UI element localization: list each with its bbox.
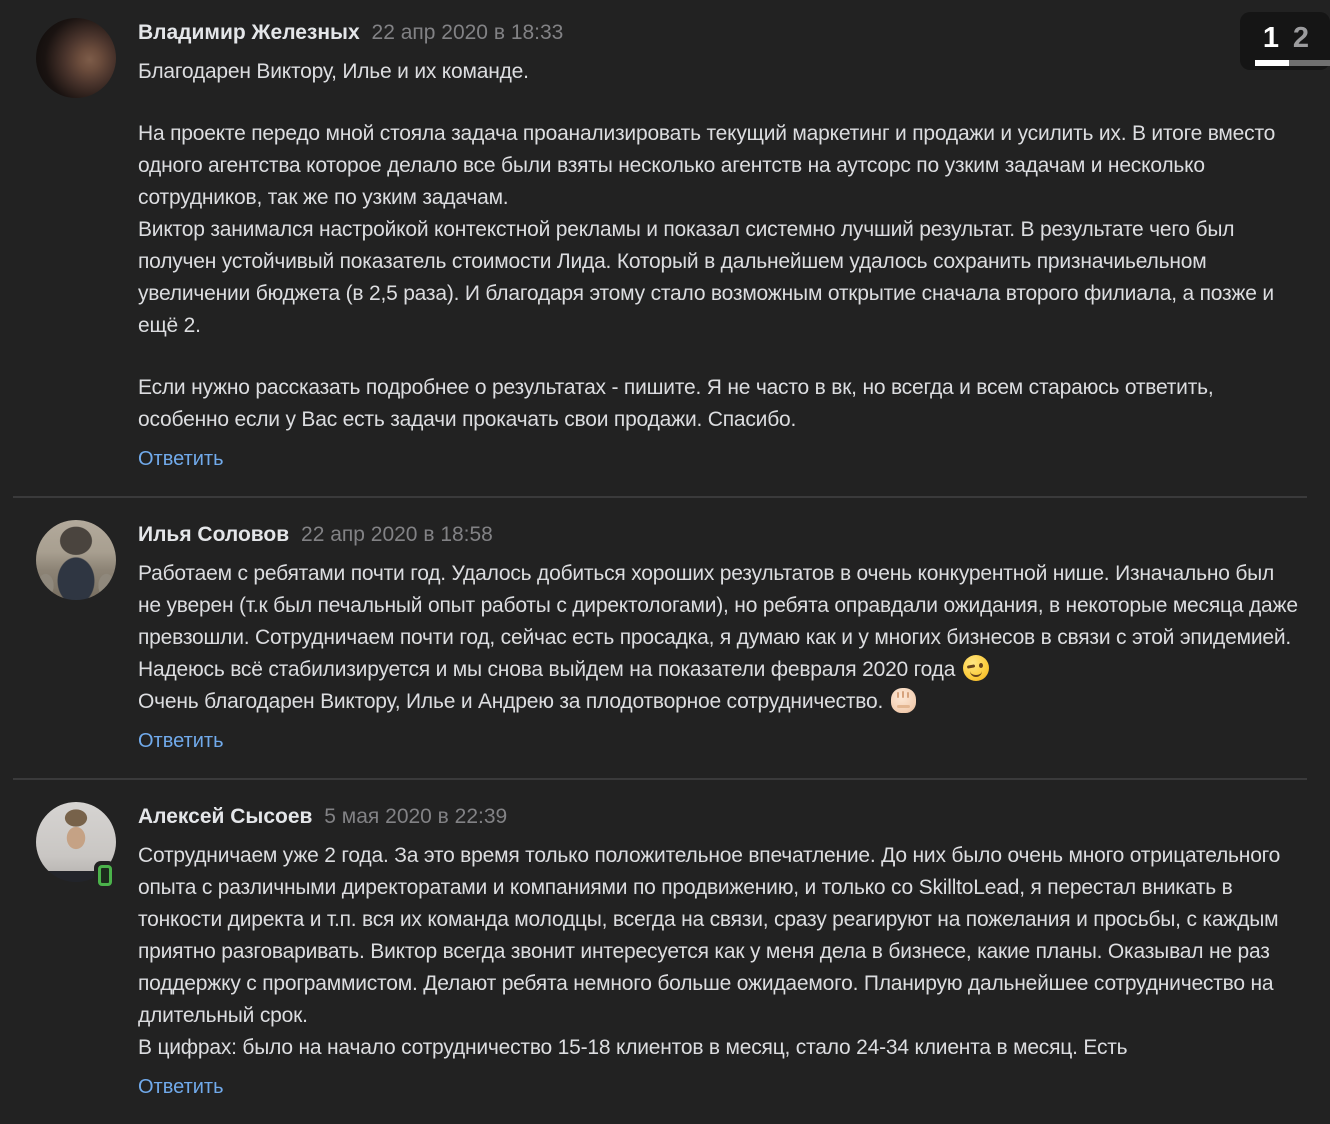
comment [0,780,1320,1124]
page-button-2[interactable]: 2 [1292,22,1310,54]
comment-text [138,840,1302,1064]
avatar[interactable] [36,18,116,98]
reply-button[interactable]: Ответить [138,448,224,470]
comment-text [138,56,1302,436]
timestamp[interactable]: 22 апр 2020 в 18:33 [371,21,564,44]
reply-button[interactable]: Ответить [138,1076,224,1098]
comment-paragraph: Работаем с ребятами почти год. Удалось добиться хороших результатов в очень конкурентной нише. Изначально был не уверен (т.к был печальный опыт работы с директологами), но ребята оправдали ожидания, в некоторые месяца даже превзошли. Сотрудничаем почти год, сейчас есть просадка, я думаю как и у многих бизнесов в связи с этой эпидемией. Надеюсь всё стабилизируется и мы снова выйдем на показатели февраля 2020 года Очень благодарен Виктору, Илье и Андрею за плодотворное сотрудничество. [138,562,1298,713]
comment-text [138,558,1302,718]
mobile-online-icon [94,861,115,889]
comment [0,0,1320,496]
fist-emoji [891,688,916,713]
wink-emoji [963,655,989,681]
green-phone-icon [98,865,112,886]
reply-button[interactable]: Ответить [138,730,224,752]
comment-paragraph: Сотрудничаем уже 2 года. За это время только положительное впечатление. До них было очень много отрицательного опыта с различными директоратами и компаниями по продвижению, и только со SkilltoLead, я перестал вникать в тонкости директа и т.п. вся их команда молодцы, всегда на связи, сразу реагируют на пожелания и просьбы, с каждым приятно разговаривать. Виктор всегда звонит интересуется как у меня дела в бизнесе, какие планы. Оказывал не раз поддержку с программистом. Делают ребята немного больше ожидаемого. Планирую дальнейшее сотрудничество на длительный срок. В цифрах: было на начало сотрудничество 15-18 клиентов в месяц, стало 24-34 клиента в месяц. Есть [138,844,1281,1059]
author-name[interactable]: Алексей Сысоев [138,805,313,828]
comment-header [138,520,1302,550]
avatar[interactable] [36,520,116,600]
avatar[interactable] [36,802,116,882]
comment-paragraph: Благодарен Виктору, Илье и их команде. [138,60,529,83]
author-name[interactable]: Владимир Железных [138,21,360,44]
page-button-1[interactable]: 1 [1262,22,1280,54]
timestamp[interactable]: 5 мая 2020 в 22:39 [324,805,508,828]
comment-paragraph: На проекте передо мной стояла задача проанализировать текущий маркетинг и продажи и усилить их. В итоге вместо одного агентства которое делало все были взяты несколько агентств на аутсорс по узким задачам и несколько сотрудников, так же по узким задачам. Виктор занимался настройкой контекстной рекламы и показал системно лучший результат. В результате чего был получен устойчивый показатель стоимости Лида. Который в дальнейшем удалось сохранить призначиьельном увеличении бюджета (в 2,5 раза). И благодаря этому стало возможным открытие сначала второго филиала, а позже и ещё 2. [138,122,1276,337]
timestamp[interactable]: 22 апр 2020 в 18:58 [301,523,493,546]
comment-header [138,802,1302,832]
author-name[interactable]: Илья Соловов [138,523,290,546]
comment-paragraph: Если нужно рассказать подробнее о результатах - пишите. Я не часто в вк, но всегда и всем стараюсь ответить, особенно если у Вас есть задачи прокачать свои продажи. Спасибо. [138,376,1214,431]
pagination-active-indicator [1255,60,1289,66]
comment [0,498,1320,778]
comment-header [138,18,1302,48]
pagination [1240,12,1330,70]
